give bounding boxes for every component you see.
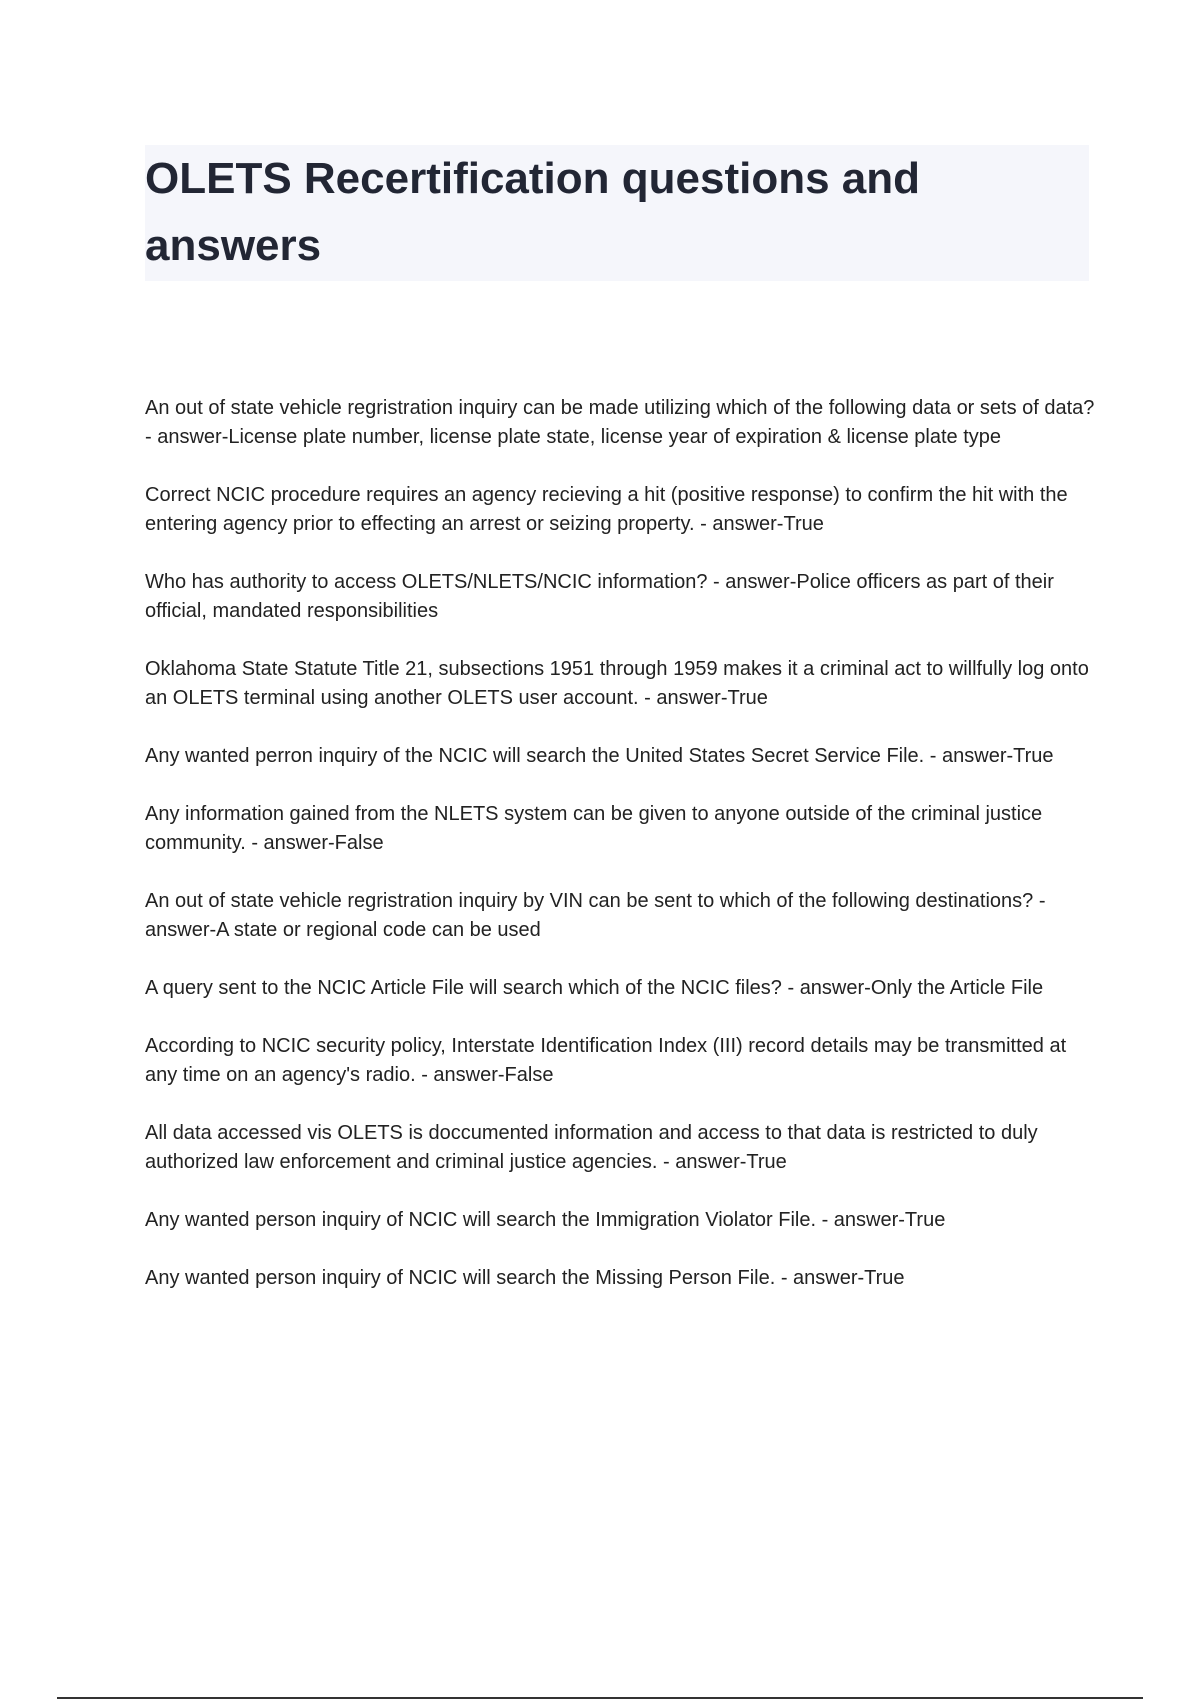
qa-item: Any wanted person inquiry of NCIC will search the Missing Person File. - answer-True — [145, 1267, 905, 1289]
qa-list — [145, 394, 1095, 1322]
qa-item: Any wanted person inquiry of NCIC will search the Immigration Violator File. - answer-True — [145, 1209, 946, 1231]
qa-item: An out of state vehicle regristration inquiry by VIN can be sent to which of the following destinations? - answer-A state or regional code can be used — [145, 890, 1046, 941]
title-banner — [145, 145, 1089, 281]
qa-item: Oklahoma State Statute Title 21, subsections 1951 through 1959 makes it a criminal act to willfully log onto an OLETS terminal using another OLETS user account. - answer-True — [145, 658, 1089, 709]
qa-item: Who has authority to access OLETS/NLETS/NCIC information? - answer-Police officers as part of their official, mandated responsibilities — [145, 571, 1054, 622]
qa-item: All data accessed vis OLETS is doccumented information and access to that data is restricted to duly authorized law enforcement and criminal justice agencies. - answer-True — [145, 1122, 1038, 1173]
qa-item: Any wanted perron inquiry of the NCIC will search the United States Secret Service File. - answer-True — [145, 745, 1054, 767]
qa-item: An out of state vehicle regristration inquiry can be made utilizing which of the following data or sets of data? - answer-License plate number, license plate state, license year of expiration & license plate type — [145, 397, 1095, 448]
qa-item: According to NCIC security policy, Interstate Identification Index (III) record details may be transmitted at any time on an agency's radio. - answer-False — [145, 1035, 1067, 1086]
qa-item: Correct NCIC procedure requires an agency recieving a hit (positive response) to confirm the hit with the entering agency prior to effecting an arrest or seizing property. - answer-True — [145, 484, 1068, 535]
qa-item: A query sent to the NCIC Article File will search which of the NCIC files? - answer-Only the Article File — [145, 977, 1044, 999]
footer-divider — [57, 1697, 1143, 1699]
qa-item: Any information gained from the NLETS system can be given to anyone outside of the criminal justice community. - answer-False — [145, 803, 1043, 854]
page-title: OLETS Recertification questions and answers — [145, 154, 921, 270]
